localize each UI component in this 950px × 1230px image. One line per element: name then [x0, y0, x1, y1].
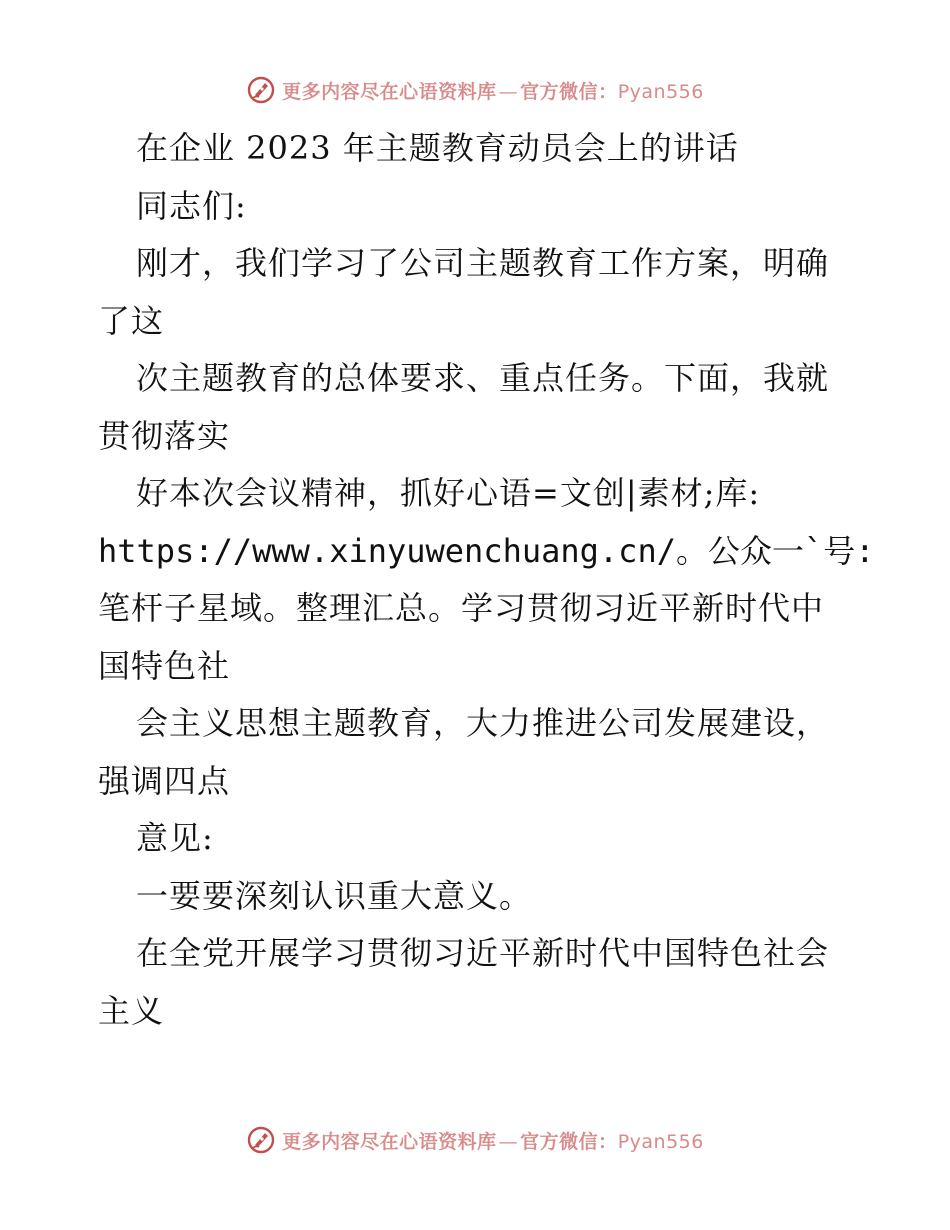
- banner-wechat-label: 官方微信：: [520, 1130, 618, 1153]
- banner-wechat-id: Pyan556: [617, 1130, 704, 1153]
- paragraph-line: 强调四点: [98, 761, 231, 800]
- banner-dash: —: [498, 80, 519, 103]
- section-heading: 一要要深刻认识重大意义。: [136, 876, 533, 915]
- paragraph-line: 笔杆子星域。整理汇总。学习贯彻习近平新时代中: [98, 589, 825, 627]
- paragraph-line: 会主义思想主题教育，大力推进公司发展建设，: [136, 704, 830, 742]
- pen-nib-seal-icon: [246, 75, 276, 105]
- document-body: [98, 120, 875, 1040]
- header-banner: [0, 70, 950, 110]
- paragraph-line: 贯彻落实: [98, 416, 231, 455]
- paragraph-line: 国特色社: [98, 646, 231, 685]
- banner-slogan: 更多内容尽在心语资料库: [282, 1130, 497, 1153]
- paragraph-line: 好本次会议精神，抓好心语=文创|素材;库:: [136, 474, 761, 512]
- paragraph-line: 意见:: [136, 819, 214, 857]
- pen-nib-seal-icon: [246, 1125, 276, 1155]
- paragraph-line-url: https://www.xinyuwenchuang.cn/。公众一`号:: [98, 531, 875, 570]
- banner-wechat-label: 官方微信：: [520, 80, 618, 103]
- paragraph-line: 主义: [98, 991, 165, 1030]
- header-banner-text: [282, 77, 704, 104]
- footer-banner: [0, 1120, 950, 1160]
- footer-banner-text: [282, 1127, 704, 1154]
- paragraph-line: 在全党开展学习贯彻习近平新时代中国特色社会: [136, 934, 830, 972]
- banner-slogan: 更多内容尽在心语资料库: [282, 80, 497, 103]
- paragraph-line: 了这: [98, 301, 165, 340]
- paragraph-line: 刚才，我们学习了公司主题教育工作方案，明确: [136, 244, 830, 282]
- banner-wechat-id: Pyan556: [617, 80, 704, 103]
- banner-dash: —: [498, 1130, 519, 1153]
- salutation: 同志们:: [136, 186, 247, 225]
- paragraph-line: 次主题教育的总体要求、重点任务。下面，我就: [136, 359, 830, 397]
- document-title: 在企业 2023 年主题教育动员会上的讲话: [136, 129, 739, 167]
